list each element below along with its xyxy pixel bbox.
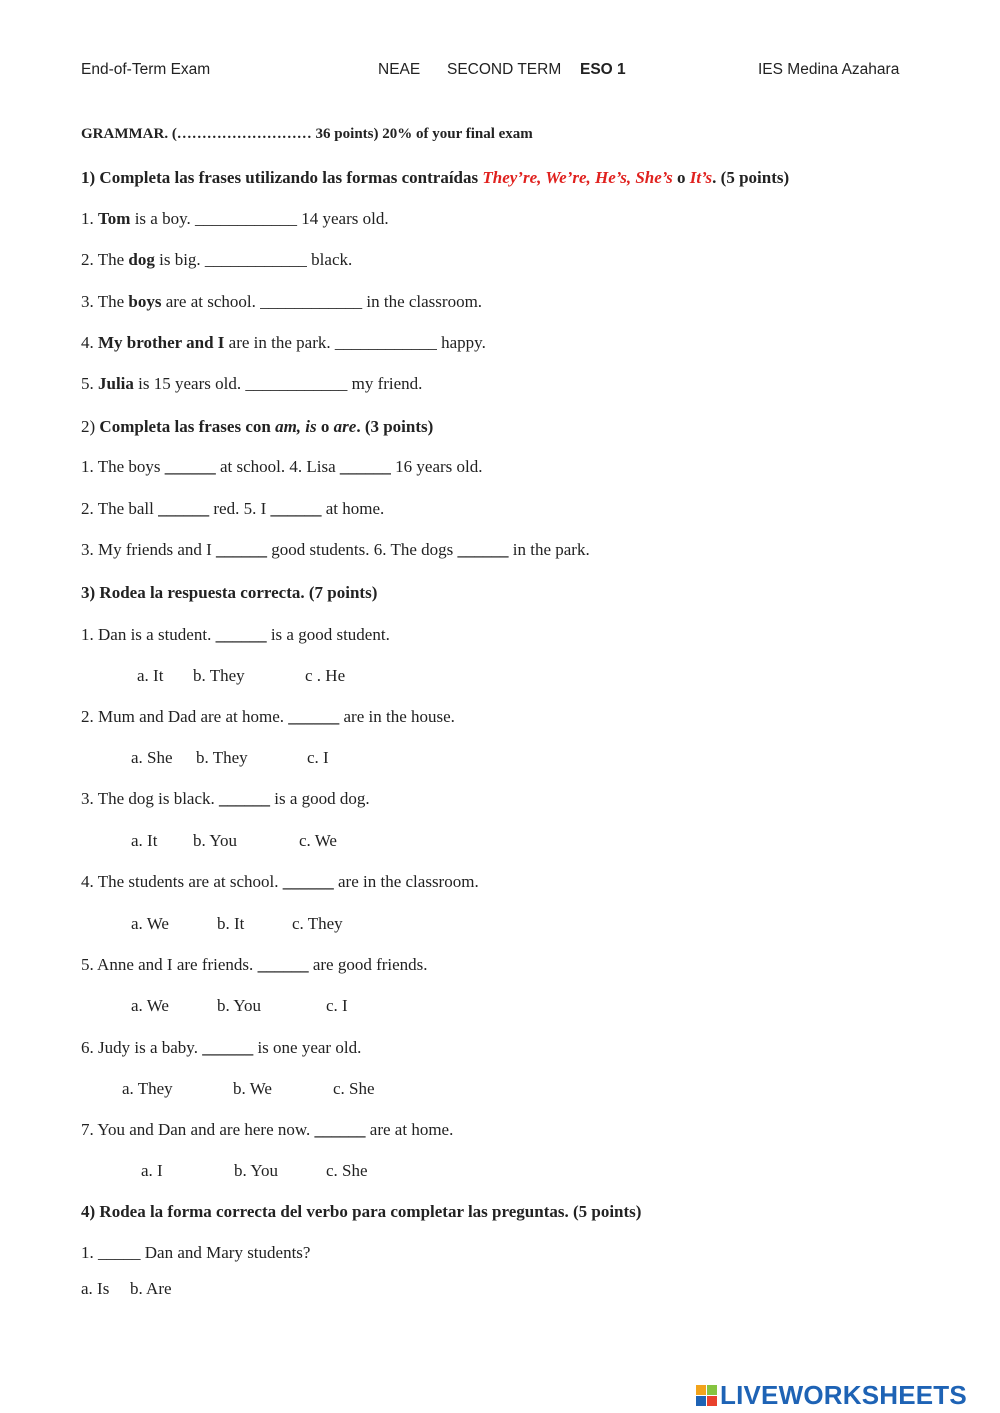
answer-blank[interactable]: ____________ (204, 250, 307, 269)
option-b[interactable]: b. They (196, 748, 248, 767)
answer-blank[interactable]: ____________ (194, 209, 297, 228)
s1-item-4: 4. My brother and I are in the park. ____________ happy. (81, 333, 486, 352)
answer-blank[interactable]: ______ (339, 457, 391, 476)
s3-question-5: 5. Anne and I are friends. ______ are good friends. (81, 955, 428, 974)
exam-title: End-of-Term Exam (81, 61, 211, 78)
s1-item-2: 2. The dog is big. ____________ black. (81, 250, 353, 269)
answer-blank[interactable]: ______ (215, 625, 267, 644)
logo-text: LIVEWORKSHEETS (720, 1379, 967, 1410)
option-c[interactable]: c. We (299, 831, 337, 850)
s2-line-3: 3. My friends and I ______ good students. 6. The dogs ______ in the park. (81, 540, 590, 559)
answer-blank[interactable]: ____________ (260, 292, 363, 311)
s2-line-1: 1. The boys ______ at school. 4. Lisa ______ 16 years old. (81, 457, 483, 476)
answer-blank[interactable]: ____________ (245, 374, 348, 393)
option-c[interactable]: c. I (307, 748, 329, 767)
s4-question-1: 1. _____ Dan and Mary students? (81, 1243, 311, 1262)
option-c[interactable]: c. She (333, 1079, 375, 1098)
answer-blank[interactable]: ______ (257, 955, 309, 974)
option-a[interactable]: a. She (131, 748, 173, 767)
option-a[interactable]: a. They (122, 1079, 173, 1098)
option-a[interactable]: a. It (131, 831, 158, 850)
s1-item-3: 3. The boys are at school. ____________ in the classroom. (81, 292, 483, 311)
option-a[interactable]: a. We (131, 996, 169, 1015)
section-3-title: 3) Rodea la respuesta correcta. (7 points) (81, 583, 378, 602)
answer-blank[interactable]: ______ (288, 707, 340, 726)
option-c[interactable]: c. She (326, 1161, 368, 1180)
answer-blank[interactable]: ______ (202, 1038, 254, 1057)
contractions-list: They’re, We’re, He’s, She’s (482, 168, 673, 187)
option-c[interactable]: c. They (292, 914, 343, 933)
s3-question-1: 1. Dan is a student. ______ is a good student. (81, 625, 390, 644)
level-label: ESO 1 (580, 61, 626, 78)
option-b[interactable]: b. Are (130, 1279, 172, 1298)
option-a[interactable]: a. We (131, 914, 169, 933)
option-b[interactable]: b. They (193, 666, 245, 685)
answer-blank[interactable]: ______ (158, 499, 210, 518)
section-4-title: 4) Rodea la forma correcta del verbo para completar las preguntas. (5 points) (81, 1202, 642, 1221)
answer-blank[interactable]: ______ (164, 457, 216, 476)
s1-item-1: 1. Tom is a boy. ____________ 14 years old. (81, 209, 389, 228)
option-b[interactable]: b. It (217, 914, 245, 933)
neae-label: NEAE (378, 61, 421, 78)
answer-blank[interactable]: _____ (98, 1243, 141, 1262)
option-a[interactable]: a. It (137, 666, 164, 685)
term-label: SECOND TERM (447, 61, 562, 78)
answer-blank[interactable]: ______ (270, 499, 322, 518)
section-1-title: 1) Completa las frases utilizando las formas contraídas They’re, We’re, He’s, She’s o It’s. (5 points) (81, 168, 790, 187)
answer-blank[interactable]: ______ (314, 1120, 366, 1139)
option-b[interactable]: b. You (193, 831, 237, 850)
liveworksheets-logo[interactable] (696, 1378, 967, 1412)
s1-item-5: 5. Julia is 15 years old. ____________ my friend. (81, 374, 423, 393)
option-c[interactable]: c . He (305, 666, 346, 685)
logo-grid-icon (696, 1385, 717, 1406)
option-b[interactable]: b. You (234, 1161, 278, 1180)
option-b[interactable]: b. You (217, 996, 261, 1015)
answer-blank[interactable]: ______ (216, 540, 268, 559)
school-name: IES Medina Azahara (758, 61, 900, 78)
option-b[interactable]: b. We (233, 1079, 272, 1098)
grammar-title: GRAMMAR. (……………………… 36 points) 20% of your final exam (81, 126, 533, 142)
answer-blank[interactable]: ______ (219, 789, 271, 808)
answer-blank[interactable]: ____________ (334, 333, 437, 352)
option-a[interactable]: a. I (141, 1161, 163, 1180)
s3-question-4: 4. The students are at school. ______ are in the classroom. (81, 872, 479, 891)
option-c[interactable]: c. I (326, 996, 348, 1015)
section-2-title: 2) Completa las frases con am, is o are. (3 points) (81, 417, 434, 436)
option-a[interactable]: a. Is (81, 1279, 110, 1298)
s3-question-3: 3. The dog is black. ______ is a good dog. (81, 789, 370, 808)
s3-question-7: 7. You and Dan and are here now. ______ are at home. (81, 1120, 454, 1139)
answer-blank[interactable]: ______ (282, 872, 334, 891)
answer-blank[interactable]: ______ (457, 540, 509, 559)
s2-line-2: 2. The ball ______ red. 5. I ______ at home. (81, 499, 385, 518)
s3-question-2: 2. Mum and Dad are at home. ______ are in the house. (81, 707, 455, 726)
s3-question-6: 6. Judy is a baby. ______ is one year old. (81, 1038, 362, 1057)
